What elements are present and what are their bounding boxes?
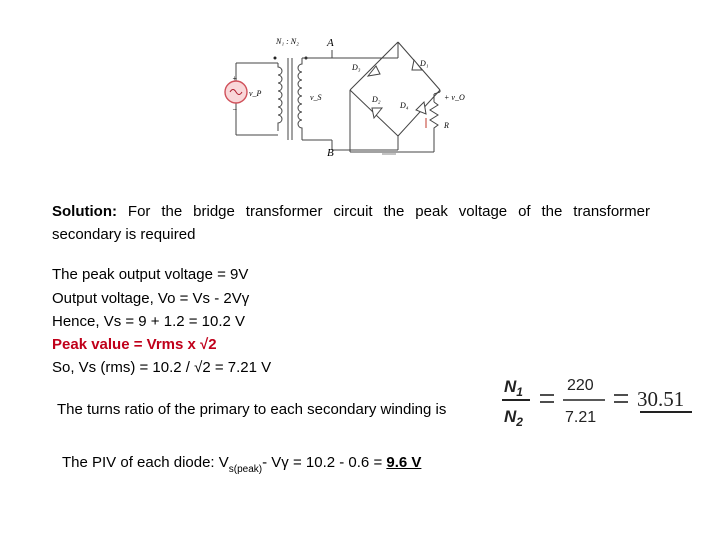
denominator: 7.21 [565, 409, 597, 426]
label-d3: D₃ [352, 63, 361, 72]
vs-rms-line: So, Vs (rms) = 10.2 / √2 = 7.21 V [52, 359, 272, 376]
diode-d4 [416, 102, 426, 114]
turns-ratio-equation [500, 372, 700, 428]
primary-coil [278, 63, 282, 131]
solution-heading: Solution: [52, 203, 117, 220]
equation-svg [500, 372, 700, 428]
peak-value-line: Peak value = Vrms x √2 [52, 336, 217, 353]
circuit-svg [222, 30, 470, 162]
piv-result: 9.6 V [386, 454, 422, 471]
turns-result: 30.51 [637, 387, 685, 411]
label-plus: + [232, 74, 238, 83]
label-d4: D₄ [400, 101, 409, 110]
piv-subscript: s(peak) [228, 464, 263, 475]
label-vs: v_S [310, 93, 322, 102]
bridge-rectifier-circuit [222, 30, 470, 162]
n2-subscript: 2 [516, 415, 523, 428]
numerator: 220 [567, 377, 594, 394]
n1-symbol: N [504, 377, 517, 396]
label-vo: + v_O [444, 93, 465, 102]
output-voltage-line: Output voltage, Vo = Vs - 2Vγ [52, 290, 250, 307]
svg-text:N1 [504, 377, 523, 399]
n2-symbol: N [504, 407, 517, 426]
secondary-coil [298, 58, 302, 140]
n1-subscript: 1 [516, 385, 523, 399]
load-resistor [430, 102, 438, 150]
solution-line-2: secondary is required [52, 226, 196, 243]
label-vp: v_P [249, 89, 262, 98]
label-ratio: N₁ : N₂ [276, 37, 299, 46]
label-a: A [327, 37, 334, 49]
label-b: B [327, 147, 334, 159]
label-minus: − [232, 105, 238, 114]
hence-vs-line: Hence, Vs = 9 + 1.2 = 10.2 V [52, 313, 246, 330]
diode-d3 [368, 66, 380, 76]
svg-text:N2 [504, 407, 523, 428]
piv-prefix: The PIV of each diode: V [62, 454, 229, 471]
turns-ratio-label: The turns ratio of the primary to each secondary winding is [57, 401, 447, 418]
label-r: R [444, 121, 449, 130]
label-d1: D₁ [420, 59, 429, 68]
solution-text-1: For the bridge transformer circuit the peak voltage of the transformer [127, 203, 650, 220]
peak-output-line: The peak output voltage = 9V [52, 266, 249, 283]
label-d2: D₂ [372, 95, 381, 104]
piv-mid: - Vγ = 10.2 - 0.6 = [262, 454, 387, 471]
piv-line [62, 454, 421, 475]
solution-line-1 [52, 203, 650, 220]
